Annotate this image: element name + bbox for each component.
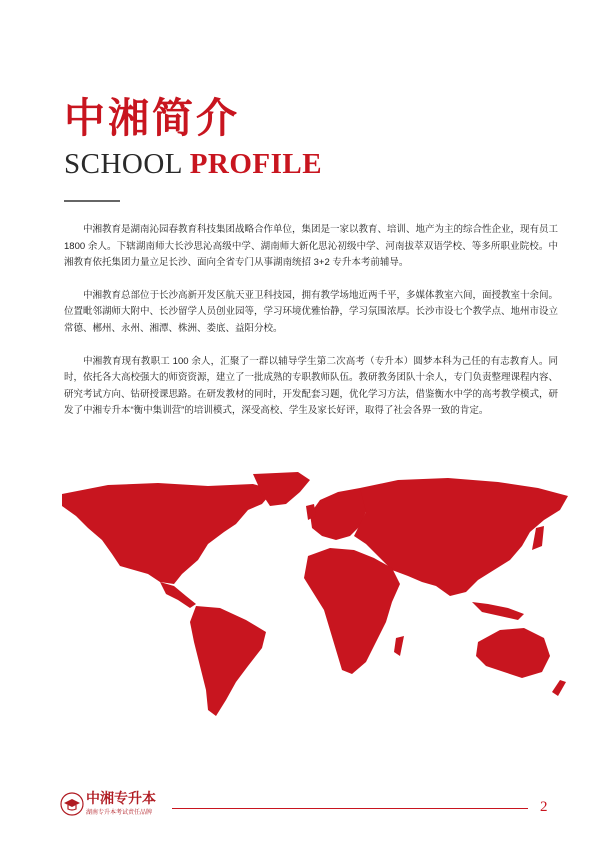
footer-logo bbox=[60, 790, 180, 826]
map-madagascar bbox=[394, 636, 404, 656]
map-africa bbox=[304, 548, 400, 674]
map-new-zealand bbox=[552, 680, 566, 696]
profile-body bbox=[64, 222, 558, 436]
map-japan bbox=[532, 526, 544, 550]
map-australia bbox=[476, 628, 550, 678]
footer-divider bbox=[172, 808, 528, 809]
map-central-america bbox=[160, 582, 196, 608]
title-word-profile: PROFILE bbox=[189, 148, 323, 180]
page-title-chinese: 中湘简介 bbox=[64, 94, 240, 142]
logo-name: 中湘专升本 bbox=[86, 791, 156, 807]
paragraph-location: 中湘教育总部位于长沙高新开发区航天亚卫科技园，拥有教学场地近两千平，多媒体教室六间，面授教室十余间。位置毗邻湖师大附中、长沙留学人员创业园等，学习环境优雅怡静，学习氛围浓厚。长沙市设七个教学点、地州市设立常德、郴州、永州、湘潭、株洲、娄底、益阳分校。 bbox=[64, 289, 559, 334]
world-map-image bbox=[48, 470, 578, 720]
graduation-cap-icon bbox=[60, 792, 84, 816]
logo-tagline: 湖南专升本考试责任品牌 bbox=[86, 810, 153, 816]
map-southeast-asia-islands bbox=[472, 602, 524, 620]
map-south-america bbox=[190, 606, 266, 716]
page-number: 2 bbox=[540, 799, 548, 815]
map-north-america bbox=[62, 483, 274, 584]
page-title-english bbox=[64, 150, 322, 179]
paragraph-intro: 中湘教育是湖南沁园春教育科技集团战略合作单位，集团是一家以教育、培训、地产为主的综合性企业，现有员工1800 余人。下辖湖南师大长沙思沁高级中学、湖南师大新化思沁初级中学、河南拔萃双语学校、等多所职业院校。中湘教育依托集团力量立足长沙、面向全省专门从事湖南统招 3+2 专升本考前辅导。 bbox=[64, 224, 559, 269]
title-word-school: SCHOOL bbox=[64, 148, 182, 180]
paragraph-faculty: 中湘教育现有教职工 100 余人，汇聚了一群以辅导学生第二次高考（专升本）圆梦本科为己任的有志教育人。同时，依托各大高校强大的师资资源，建立了一批成熟的专职教师队伍。教研教务团队十余人，专门负责整理课程内容、研究考试方向、钻研授课思路。在研发教材的同时，开发配套习题，优化学习方法，借鉴衡水中学的高考教学模式，研发了中湘专升本“衡中集训营”的培训模式，深受高校、学生及家长好评，取得了社会各界一致的肯定。 bbox=[64, 355, 559, 417]
title-divider bbox=[64, 200, 120, 202]
